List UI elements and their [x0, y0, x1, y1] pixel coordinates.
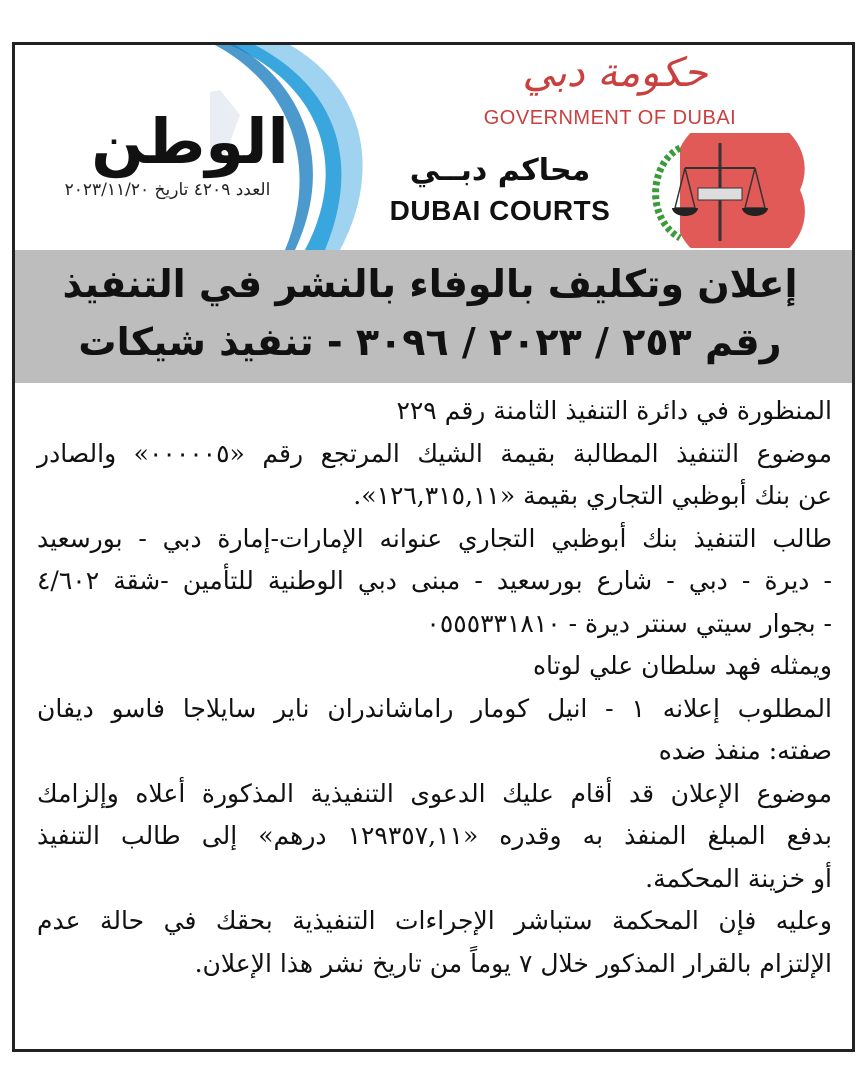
- body-line: أو خزينة المحكمة.: [645, 863, 832, 893]
- notice-title-band: [15, 250, 852, 383]
- government-of-dubai-arabic-logo: حكومة دبي: [522, 50, 708, 96]
- notice-title-line-1: إعلان وتكليف بالوفاء بالنشر في التنفيذ: [62, 262, 798, 306]
- body-line: موضوع الإعلان قد أقام عليك الدعوى التنفيذية المذكورة أعلاه وإلزامك: [37, 778, 832, 808]
- newspaper-name: الوطن: [91, 105, 289, 178]
- notice-header: [15, 45, 852, 250]
- notice-body: [37, 390, 832, 985]
- body-line: موضوع التنفيذ المطالبة بقيمة الشيك المرتجع رقم «٠٠٠٠٠٥» والصادر: [37, 438, 832, 468]
- body-line: المطلوب إعلانه ١ - انيل كومار راماشاندران ناير سايلاجا فاسو ديفان: [37, 693, 832, 723]
- body-line: وعليه فإن المحكمة ستباشر الإجراءات التنفيذية بحقك في حالة عدم: [37, 906, 832, 935]
- notice-title-line-2: رقم ٢٥٣ / ٢٠٢٣ / ٣٠٩٦ - تنفيذ شيكات: [78, 320, 782, 364]
- body-line: - ديرة - دبي - شارع بورسعيد - مبنى دبي الوطنية للتأمين -شقة ٤/٦٠٢: [37, 566, 832, 595]
- dubai-courts-arabic: محاكم دبــي: [409, 153, 591, 188]
- notice-frame: [12, 42, 855, 1052]
- body-line: عن بنك أبوظبي التجاري بقيمة «١٢٦,٣١٥,١١».: [353, 481, 832, 510]
- government-of-dubai-english: GOVERNMENT OF DUBAI: [483, 107, 737, 129]
- dubai-courts-english: DUBAI COURTS: [389, 195, 611, 226]
- body-line: صفته: منفذ ضده: [658, 736, 832, 765]
- body-line: المنظورة في دائرة التنفيذ الثامنة رقم ٢٢٩: [396, 396, 832, 425]
- body-line: ويمثله فهد سلطان علي لوتاه: [532, 651, 832, 680]
- dubai-courts-emblem-icon: [620, 133, 820, 248]
- body-line: بدفع المبلغ المنفذ به وقدره «١٢٩٣٥٧,١١ درهم» إلى طالب التنفيذ: [37, 821, 832, 850]
- issue-number-date: العدد ٤٢٠٩ تاريخ ٢٠٢٣/١١/٢٠: [64, 180, 271, 200]
- body-line: الإلتزام بالقرار المذكور خلال ٧ يوماً من تاريخ نشر هذا الإعلان.: [194, 948, 832, 978]
- body-line: - بجوار سيتي سنتر ديرة - ٠٥٥٥٣٣١٨١٠: [426, 608, 832, 638]
- body-line: طالب التنفيذ بنك أبوظبي التجاري عنوانه الإمارات-إمارة دبي - بورسعيد: [37, 523, 832, 553]
